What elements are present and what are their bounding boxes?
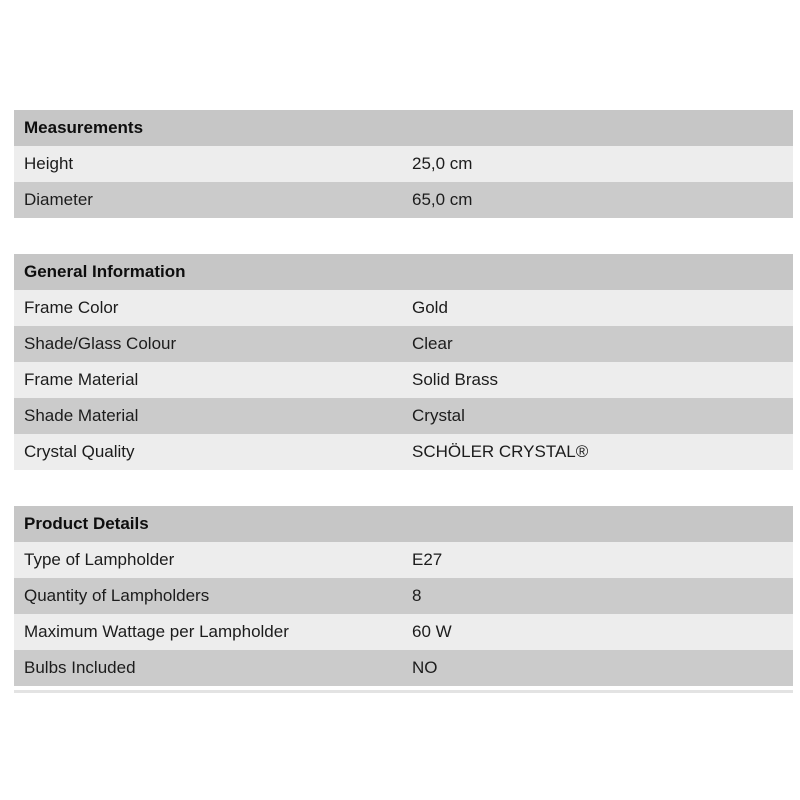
spec-row-crystal-quality [14,434,793,470]
spec-label: Frame Material [24,370,139,389]
spec-row-shade-material [14,398,793,434]
spec-value: E27 [412,550,443,569]
spec-value: NO [412,658,438,677]
spec-row-frame-color [14,290,793,326]
spec-label: Diameter [24,190,93,209]
section-header-general-information [14,254,793,290]
spec-section-measurements [14,110,793,218]
section-title: Product Details [24,514,149,533]
spec-label: Shade/Glass Colour [24,334,177,353]
spec-row-max-wattage [14,614,793,650]
spec-label: Bulbs Included [24,658,136,677]
spec-value: Crystal [412,406,465,425]
spec-row-shade-glass-colour [14,326,793,362]
spec-value: SCHÖLER CRYSTAL® [412,442,589,461]
spec-row-bulbs-included [14,650,793,686]
spec-section-product-details [14,506,793,693]
section-header-measurements [14,110,793,146]
spec-value: Clear [412,334,453,353]
spec-value: 8 [412,586,422,605]
spec-value: Solid Brass [412,370,498,389]
spec-label: Maximum Wattage per Lampholder [24,622,289,641]
spec-section-general-information [14,254,793,470]
spec-label: Height [24,154,74,173]
spec-value: Gold [412,298,448,317]
spec-label: Type of Lampholder [24,550,175,569]
section-header-product-details [14,506,793,542]
product-spec-tables [14,110,793,693]
section-title: General Information [24,262,186,281]
spec-label: Frame Color [24,298,119,317]
spec-row-height [14,146,793,182]
spec-row-frame-material [14,362,793,398]
spec-value: 65,0 cm [412,190,473,209]
spec-row-quantity-of-lampholders [14,578,793,614]
spec-value: 60 W [412,622,452,641]
spec-value: 25,0 cm [412,154,473,173]
spec-label: Quantity of Lampholders [24,586,210,605]
section-title: Measurements [24,118,144,137]
spec-label: Crystal Quality [24,442,135,461]
spec-label: Shade Material [24,406,139,425]
spec-row-type-of-lampholder [14,542,793,578]
table-bottom-divider [14,690,793,693]
spec-row-diameter [14,182,793,218]
